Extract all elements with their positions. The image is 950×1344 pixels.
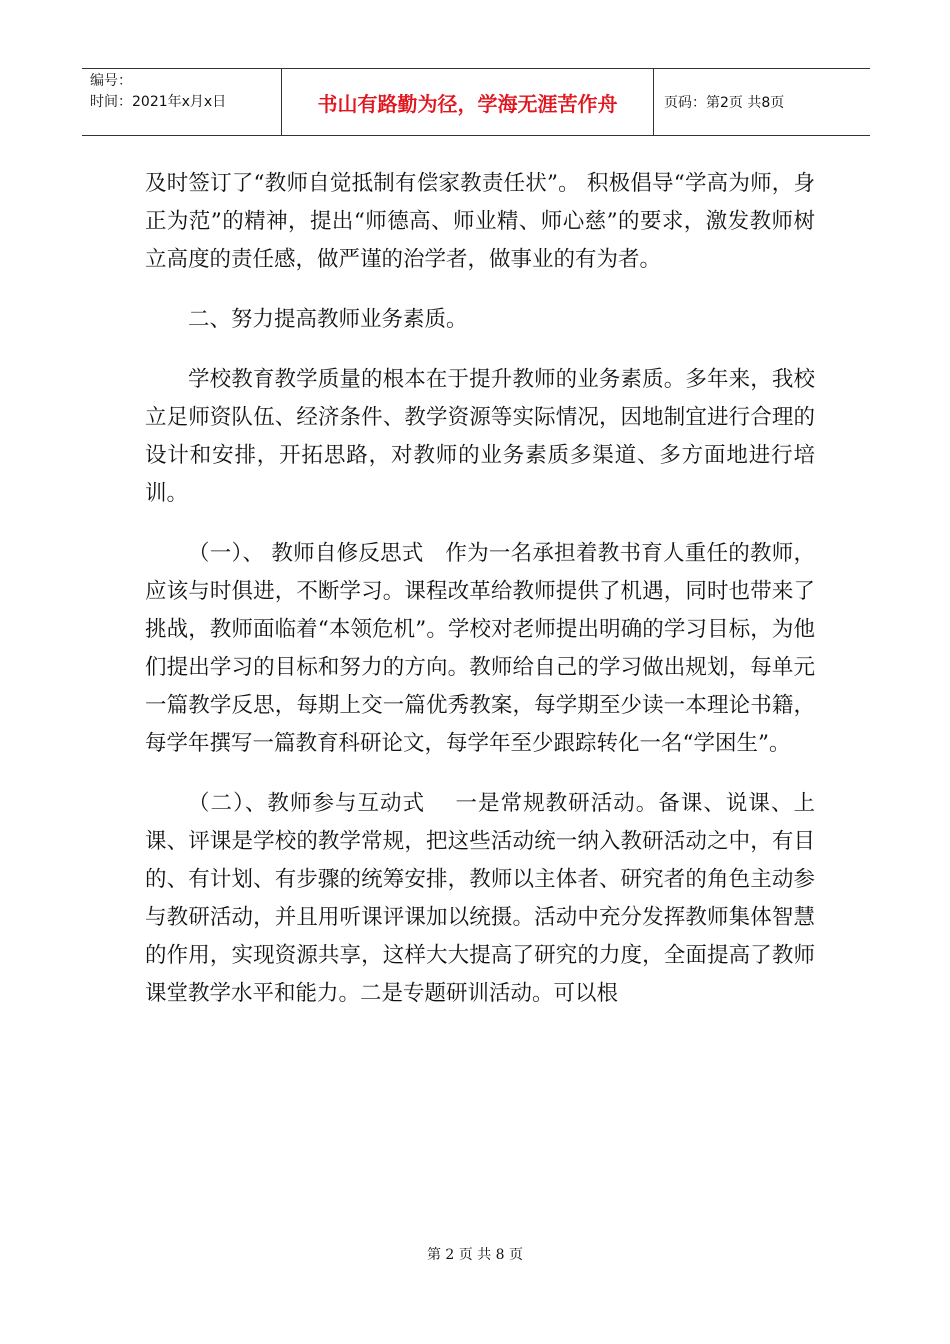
header-motto: 书山有路勤为径，学海无涯苦作舟 bbox=[282, 69, 654, 135]
number-label: 编号： bbox=[90, 73, 132, 89]
paragraph-4: （一）、 教师自修反思式 作为一名承担着教书育人重任的教师，应该与时俱进，不断学习。课程改革给教师提供了机遇，同时也带来了挑战，教师面临着“本领危机”。学校对老师提出明确的学习目标，为他们提出学习的目标和努力的方向。教师给自己的学习做出规划，每单元一篇教学反思，每期上交一篇优秀教案，每学期至少读一本理论书籍，每学年撰写一篇教育科研论文，每学年至少跟踪转化一名“学困生”。 bbox=[145, 541, 815, 756]
section-heading-2: 二、努力提高教师业务素质。 bbox=[188, 307, 468, 332]
paragraph-1: 及时签订了“教师自觉抵制有偿家教责任状”。 积极倡导“学高为师，身正为范”的精神，提出“师德高、师业精、师心慈”的要求，激发教师树立高度的责任感，做严谨的治学者，做事业的有为者。 bbox=[145, 171, 815, 272]
paragraph-5: （二）、教师参与互动式 一是常规教研活动。备课、说课、上课、评课是学校的教学常规，把这些活动统一纳入教研活动之中，有目的、有计划、有步骤的统筹安排，教师以主体者、研究者的角色主动参与教研活动，并且用听课评课加以统摄。活动中充分发挥教师集体智慧的作用，实现资源共享，这样大大提高了研究的力度，全面提高了教师课堂教学水平和能力。二是专题研训活动。可以根 bbox=[145, 791, 815, 1006]
header-page-info: 页码：第2页 共8页 bbox=[664, 95, 785, 111]
paragraph-3: 学校教育教学质量的根本在于提升教师的业务素质。多年来，我校立足师资队伍、经济条件、教学资源等实际情况，因地制宜进行合理的设计和安排，开拓思路，对教师的业务素质多渠道、多方面地进行培训。 bbox=[145, 367, 815, 506]
time-label: 时间：2021年x月x日 bbox=[90, 94, 227, 110]
page-footer: 第 2 页 共 8 页 bbox=[426, 1247, 524, 1263]
header-meta bbox=[82, 69, 282, 135]
document-body bbox=[145, 165, 815, 1013]
page-header bbox=[82, 68, 870, 136]
